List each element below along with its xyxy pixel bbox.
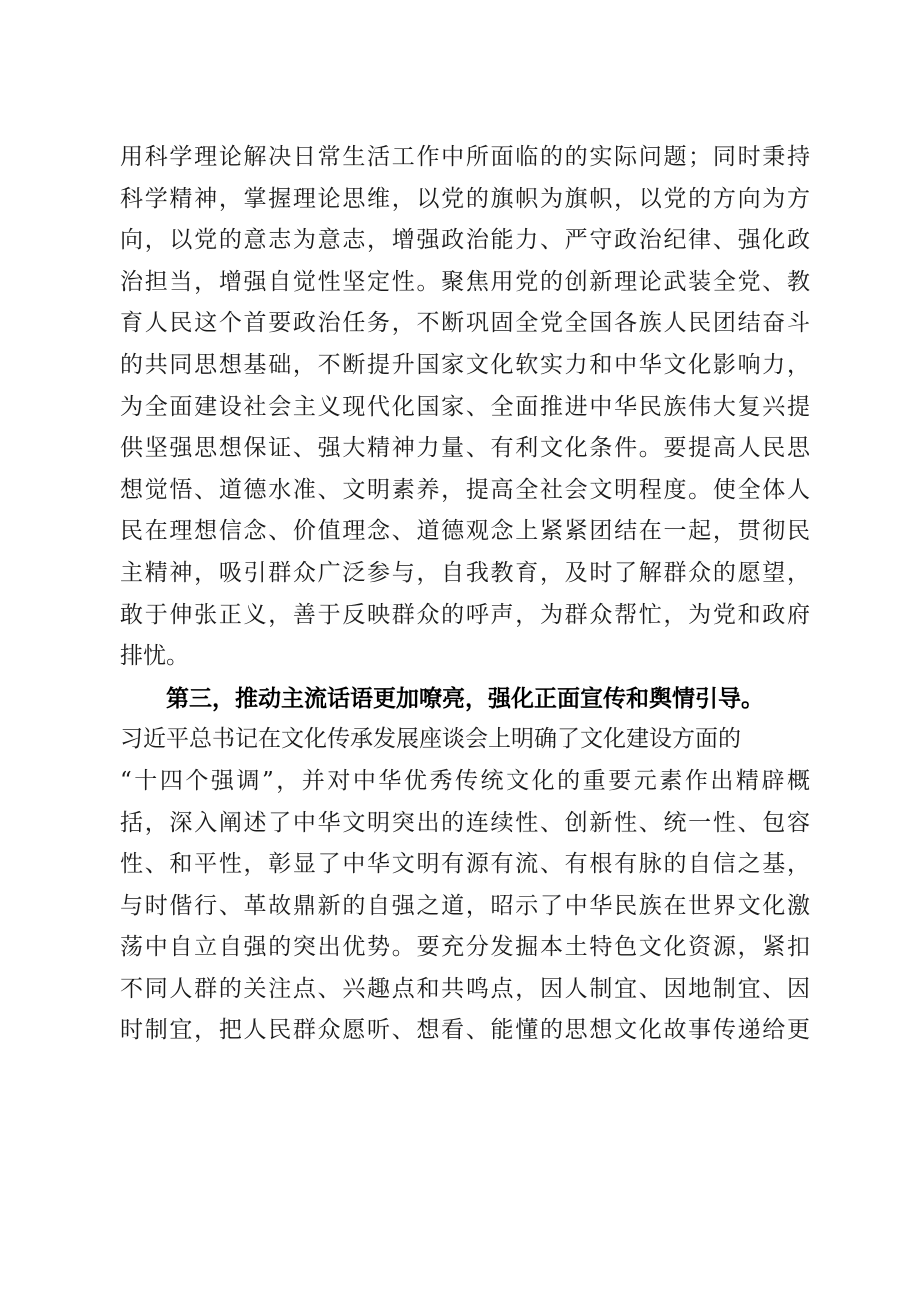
text-line: 不同人群的关注点、兴趣点和共鸣点，因人制宜、因地制宜、因 [120, 975, 810, 1002]
text-line: 时制宜，把人民群众愿听、想看、能懂的思想文化故事传递给更 [120, 1017, 810, 1044]
text-line: 荡中自立自强的突出优势。要充分发掘本土特色文化资源，紧扣 [120, 934, 810, 961]
text-line: 供坚强思想保证、强大精神力量、有利文化条件。要提高人民思 [120, 435, 810, 462]
text-line: 民在理想信念、价值理念、道德观念上紧紧团结在一起，贯彻民 [120, 518, 810, 545]
paragraph-1 [120, 137, 810, 678]
text-line: 习近平总书记在文化传承发展座谈会上明确了文化建设方面的 [120, 726, 741, 753]
text-line: 用科学理论解决日常生活工作中所面临的的实际问题；同时秉持 [120, 144, 810, 170]
text-line: 想觉悟、道德水准、文明素养，提高全社会文明程度。使全体人 [120, 476, 810, 503]
text-line: 排忧。 [120, 643, 189, 670]
text-line: 向，以党的意志为意志，增强政治能力、严守政治纪律、强化政 [120, 227, 810, 254]
text-line: “十四个强调”，并对中华优秀传统文化的重要元素作出精辟概 [120, 767, 810, 794]
text-line: 科学精神，掌握理论思维，以党的旗帜为旗帜，以党的方向为方 [120, 185, 810, 212]
text-line: 的共同思想基础，不断提升国家文化软实力和中华文化影响力， [120, 351, 810, 378]
document-body [120, 137, 810, 1052]
text-line: 性、和平性，彰显了中华文明有源有流、有根有脉的自信之基， [120, 851, 810, 878]
text-line: 敢于伸张正义，善于反映群众的呼声，为群众帮忙，为党和政府 [120, 601, 810, 628]
paragraph-2 [120, 678, 810, 1052]
text-line: 主精神，吸引群众广泛参与，自我教育，及时了解群众的愿望， [120, 559, 810, 586]
section-heading: 第三，推动主流话语更加嘹亮，强化正面宣传和舆情引导。 [166, 684, 764, 712]
text-line: 治担当，增强自觉性坚定性。聚焦用党的创新理论武装全党、教 [120, 268, 810, 295]
text-line: 括，深入阐述了中华文明突出的连续性、创新性、统一性、包容 [120, 809, 810, 836]
text-line: 与时偕行、革故鼎新的自强之道，昭示了中华民族在世界文化激 [120, 892, 810, 919]
text-line: 育人民这个首要政治任务，不断巩固全党全国各族人民团结奋斗 [120, 310, 810, 337]
text-line: 为全面建设社会主义现代化国家、全面推进中华民族伟大复兴提 [120, 393, 810, 420]
